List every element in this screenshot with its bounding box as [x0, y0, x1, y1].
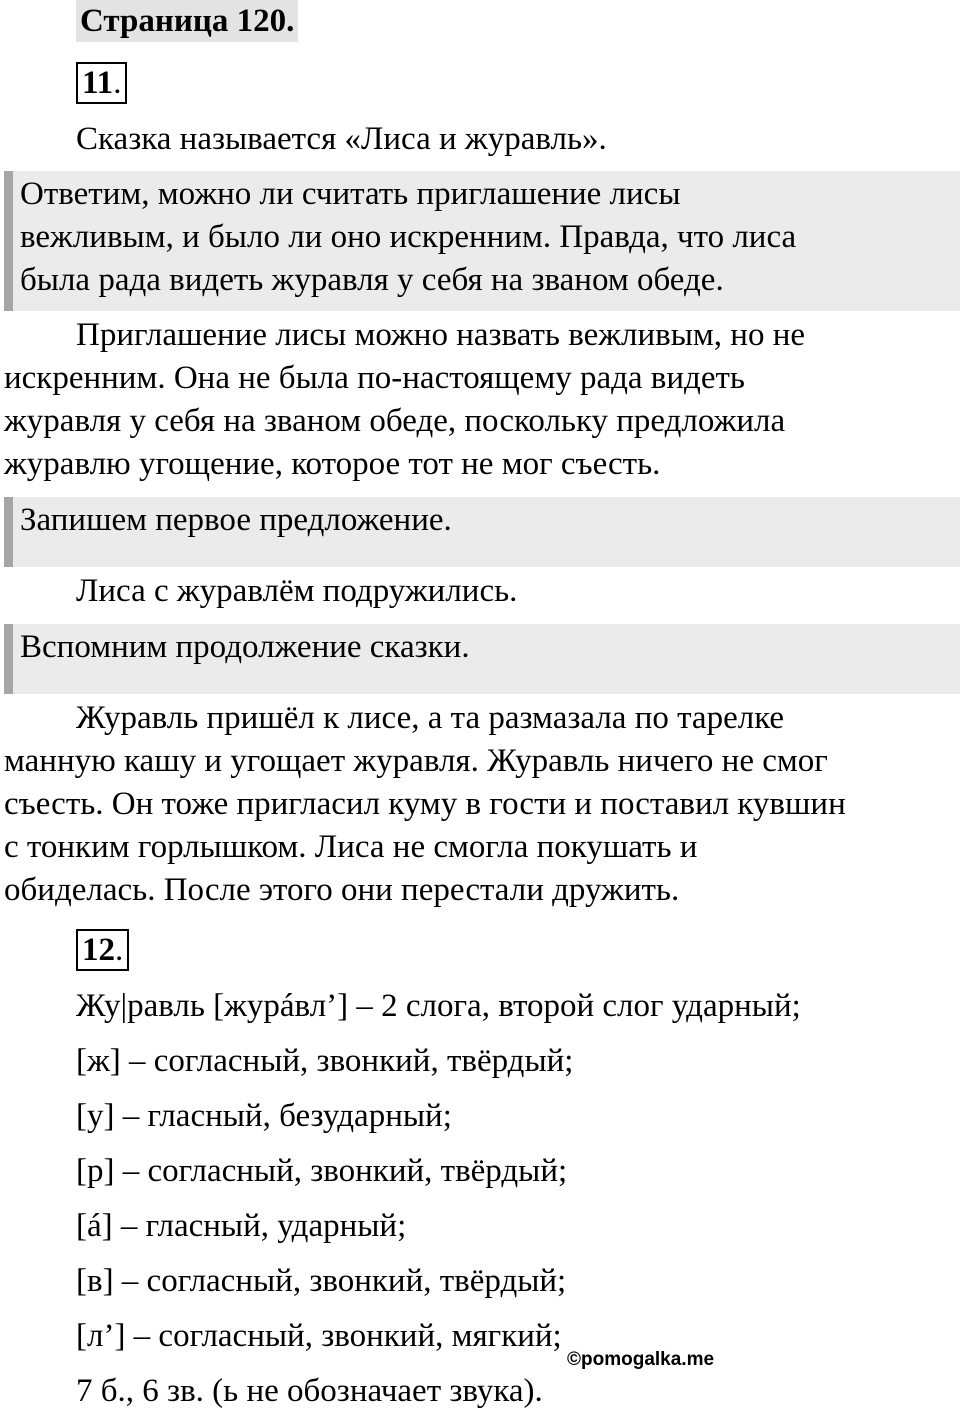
answer-3-line-1: Журавль пришёл к лисе, а та размазала по тарелке: [76, 700, 785, 736]
task-12-line-5: [á] – гласный, ударный;: [76, 1208, 407, 1244]
answer-2-text: Лиса с журавлём подружились.: [76, 573, 518, 609]
answer-1-line-1: Приглашение лисы можно назвать вежливым, но не: [76, 317, 806, 353]
hint-3-text: Вспомним продолжение сказки.: [20, 629, 470, 665]
answer-3-line-2: манную кашу и угощает журавля. Журавль ничего не смог: [4, 743, 828, 779]
hint-block-1-bar: [4, 171, 13, 311]
answer-3-line-5: обиделась. После этого они перестали дружить.: [4, 872, 680, 908]
answer-1-line-4: журавлю угощение, которое тот не мог съесть.: [4, 446, 661, 482]
task-12-number-text: 12: [82, 932, 115, 968]
hint-block-1: [4, 171, 960, 311]
page-title: Страница 120.: [76, 0, 298, 42]
hint-1-line-1: Ответим, можно ли считать приглашение лисы: [20, 176, 681, 212]
hint-1-line-3: была рада видеть журавля у себя на званом обеде.: [20, 262, 724, 298]
task-11-number: [76, 62, 127, 104]
task-12-line-8: 7 б., 6 зв. (ь не обозначает звука).: [76, 1373, 543, 1409]
task-12-number: [76, 929, 129, 971]
hint-block-2: [4, 497, 960, 567]
hint-block-3: [4, 624, 960, 694]
task-11-number-dot: .: [113, 65, 122, 101]
answer-1-line-2: искренним. Она не была по-настоящему рада видеть: [4, 360, 745, 396]
task-12-line-4: [р] – согласный, звонкий, твёрдый;: [76, 1153, 568, 1189]
answer-3-line-3: съесть. Он тоже пригласил куму в гости и поставил кувшин: [4, 786, 846, 822]
task-12-line-2: [ж] – согласный, звонкий, твёрдый;: [76, 1043, 574, 1079]
task-12-line-6: [в] – согласный, звонкий, твёрдый;: [76, 1263, 567, 1299]
hint-1-line-2: вежливым, и было ли оно искренним. Правда, что лиса: [20, 219, 797, 255]
task-12-line-3: [у] – гласный, безударный;: [76, 1098, 452, 1134]
hint-block-2-bar: [4, 497, 13, 567]
answer-3-line-4: с тонким горлышком. Лиса не смогла покушать и: [4, 829, 698, 865]
task-12-number-dot: .: [115, 932, 124, 968]
answer-1-line-3: журавля у себя на званом обеде, поскольку предложила: [4, 403, 786, 439]
task-11-number-text: 11: [82, 65, 114, 101]
watermark: ©pomogalka.me: [567, 1349, 715, 1370]
hint-2-text: Запишем первое предложение.: [20, 502, 452, 538]
task-12-line-7: [л’] – согласный, звонкий, мягкий;: [76, 1318, 562, 1354]
task-11-intro: Сказка называется «Лиса и журавль».: [76, 121, 607, 157]
task-12-line-1: Жу|равль [журáвл’] – 2 слога, второй слог ударный;: [76, 988, 801, 1024]
hint-block-3-bar: [4, 624, 13, 694]
